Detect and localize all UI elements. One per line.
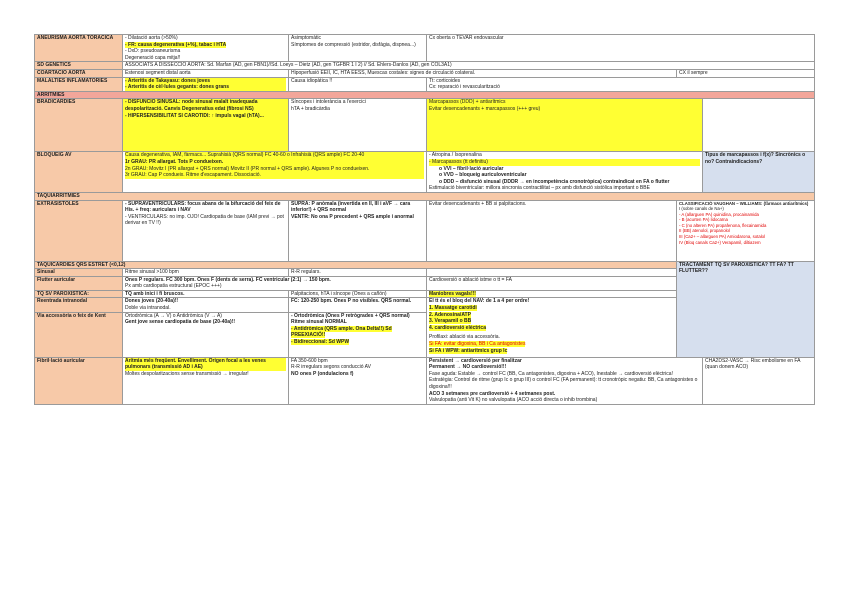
vw-item: I (sobre canals de Na+) [679,206,724,212]
cell-text: Hipoperfusió EEII, IC, HTA EESS, Muescas costales: signes de circulació colateral. [289,69,677,77]
cell-text: - Marcapassos (tt definitiu) [429,159,700,166]
cell-text: Persistent → cardioversió per finalitzar [429,357,522,364]
cell-text: Dones joves (20-40a)!! [125,298,179,305]
cell-text: Degeneració capa mitja!! [125,54,181,61]
cell-text: Moltes despolaritzacions sense transmissió → irregular! [125,370,249,377]
row-coartacio [35,69,815,77]
cell-text: Cx: reparació i revascularització [429,84,500,91]
cell-text: - FR: causa degenerativa (+%), tabac i HTA [125,41,227,48]
row-label: EXTRASÍSTOLES [35,200,123,261]
cell-text: Causa idiopàtica !! [289,77,427,91]
section-aritmies [35,91,815,99]
cell-text: Valvulopatia (anti Vit K) no valvulopatia (ACO acció directa o inhib trombina) [429,397,598,404]
cell-text: CHA2DS2-VASC → Risc embolisme en FA (quan donem ACO) [703,357,815,404]
cell-text: 2. Adenosina/ATP [429,311,471,318]
cell-text: Cardioversió o ablació istme o tt = FA [427,276,677,290]
row-label: Via accessòria o feix de Kent [35,312,123,357]
cell-text: Estimulació biventricular: millora sincronia contractilitat – px amb disfunció sistòlica important o BBE [429,185,650,192]
cell-text: FC: 120-250 bpm. Ones P no visibles. QRS normal. [289,298,427,312]
cell-text: ASSOCIATS A DISSECCIÓ AORTA: Sd. Marfan (AD, gen FBN1)//Sd. Loeys – Dietz (AD, gen TGFBR 1 I 2) // Sd. Ehlers-Danlos (AD, gen COL3A1) [123,62,815,70]
cell-text: Fase aguda: Estable → control FC (BB, Ca antagonistes, digoxina + ACO), Inestable → cardioversió elèctrica! [429,370,673,377]
cell-text: hTA + bradicàrdia [291,105,330,112]
cell-text: - Antidròmica (QRS ample. Ona Delta!!) Sd PREEXIACIÓ!! [291,325,392,339]
row-label: COARTACIÓ AORTA [35,69,123,77]
cell-text: 3. Verapamil o BB [429,318,472,325]
cell-text: - Bidireccional: Sd WPW [291,339,350,346]
row-label: BRADICÀRDIES [35,99,123,152]
notes-page [34,34,814,405]
cell-text: Arítmia més freqüent. Envelliment. Origen focal a les venes pulmonars (transmissió AD i AE) [125,358,286,371]
cell-text: Ortodròmica (A → V) o Antidròmica (V → A) [125,312,222,319]
cell-text: - Arteritis de Takayasu: dones joves [125,78,286,85]
cell-text: Causa degenerativa, IAM, fàrmacs... Suprahisià (QRS normal) FC 40-60 o Infrahisià (QRS ample) FC 20-40 [125,152,424,159]
row-label: Reentrada intranodal [35,298,123,312]
cell-text: Estenosi segment distal aorta [123,69,289,77]
notes-table [34,34,815,405]
cell-text: Palpitacions, hTA i síncope (Ones a cañón) [289,290,427,298]
cell-text: Ones P regulars. FC 300 bpm. Ones F (dents de serra). FC ventricular (2:1) → 150 bpm. [125,276,331,283]
cell-text: - Ortodròmica (Ones P retrògrades + QRS normal) Ritme sinusal NORMAL [291,312,410,326]
cell-text: Asimptomàtic [291,35,322,41]
cell-text: R-R regulars. [289,269,427,277]
cell-text: - HIPERSENSIBILITAT SI CAROTIDI: ↑ impuls vagal (hTA)... [125,112,264,119]
row-label: TQ SV PAROXÍSTICA: [35,290,123,298]
cell-text: Px amb cardiopatia estructural (EPOC +++) [125,283,222,290]
row-label: Fibril·lació auricular [35,357,123,404]
vw-item: IV (Bloq canals Ca2+) Verapamil, diltiazem [679,239,761,245]
cell-text: o VVD – bloqueig auriculoventricular [439,172,527,179]
cell-text: 3r GRAU: Cap P condueix. Ritme d'escapament. Dissociació. [125,172,424,179]
cell-text: Permanent → NO cardioversió!!! [429,364,507,371]
section-taqui-qrs [35,261,815,269]
cell-text: Marcapassos (DDD) + antiarítmics [429,99,506,106]
cell-text: Doble via intranodal. [125,305,171,312]
section-title: ARRITMIES [35,91,815,99]
row-label: Sinusal [35,269,123,277]
cell-text: FA 350-600 bpm [291,357,328,364]
cell-text: - Atropina / Isoprenalina [429,152,482,159]
row-label: BLOQUEIG AV [35,152,123,193]
cell-text: 1r GRAU: PR allargat. Tots P condueixen. [125,159,424,166]
row-extrasistoles [35,200,815,261]
cell-text: 2n GRAU: Movitz I (PR allargat + QRS normal) Movitz II (PR normal + QRS ample). Algunes P no condueixen. [125,166,424,173]
cell-text: Maniobres vagals!!! [429,290,476,297]
section-title: TAQUICÀRDIES QRS ESTRET (<0,12) [35,261,677,269]
section-title: TAQUIARRITMIES [35,192,815,200]
cell-text: R-R irregulars segons conducció AV [291,364,371,371]
cell-text: El tt és el bloq del NAV: de 1 a 4 per ordre! [429,298,530,305]
cell-text: - DxD: pseudoaneurisma [125,48,181,55]
cell-text: - Dilatació aorta (>50%) [125,35,178,41]
cell-text: - Arteritis de cèl·lules gegants: dones grans [125,84,286,91]
cell-text: TQ amb inici i fi bruscos. [123,290,289,298]
cell-text: Evitar desencadenants + marcapassos (+++ greu) [429,105,541,112]
cell-text: 4. cardioversió elèctrica [429,324,486,331]
row-label: ANEURISMA AORTA TORÀCICA [35,35,123,62]
cell-text: - DISFUNCIÓ SINUSAL: node sinusal malalt inadequada despolarització. Canvis Degeneratius edat (fibrosi NS) [125,99,258,112]
cell-text: - SUPRAVENTRICULARS: focus abans de la bifurcació del feix de His. + freq: auriculars i NAV [125,200,281,214]
row-aneurisma [35,35,815,62]
row-label: SD GENÈTICS [35,62,123,70]
cell-text: Si FA i WPW: antiarítmics grup Ic [429,347,508,354]
cell-text: CX il sempre [677,69,815,77]
cell-text: o DDD – disfunció sinusal (DDDR → en incompetència cronotròpica) contraindicat en FA o flutter [439,178,670,185]
row-label: Flutter auricular [35,276,123,290]
cell-text: 1. Massatge carotidi [429,305,477,312]
vw-item: - A (allarguen PA) quinidina, procainamida [679,211,759,217]
cell-text: Síncopes i intolerància a l'exercici [291,99,366,106]
vw-item: III (Ca2+ – allarguen PA) Amiodarona, sotalol [679,234,766,240]
tractament-note: TRACTAMENT TQ SV PAROXÍSTICA? TT FA? TT FLUTTER?? [677,261,815,357]
section-taquiarritmies [35,192,815,200]
vw-item: - B (acurten PA) lidocaïna [679,217,728,223]
cell-text: Evitar desencadenants + BB si palpitacions. [427,200,677,261]
row-label: MALALTIES INFLAMATORIES [35,77,123,91]
row-bloqueig [35,152,815,193]
cell-text: Estratègia: Control de ritme (grup Ic o grup III) o control FC (FA permanent): tt cronotròpic negatiu: BB, Ca antagonistes o digoxina!!! [429,377,698,391]
row-bradicardies [35,99,815,152]
cell-text: Tipus de marcapassos i f(x)? Sincrònics o no? Contraindicacions? [705,152,806,165]
cell-text: Profilaxi: ablació via accessòria. [429,334,500,341]
row-sd-genetics [35,62,815,70]
cell-text: NO ones P (ondulacions f) [291,370,354,377]
vw-item: - C (no alteren PA) propafenona, flecainamida [679,222,767,228]
cell-text: - VENTRICULARS: no imp. OJO! Cardiopatia de base (IAM previ → pot derivar en TV !!) [125,213,284,227]
cell-text: Símptomes de compressió (estridor, disfàgia, dispnea...) [291,41,416,48]
cell-text: Cx oberta o TEVAR endovascular [427,35,815,62]
row-malalties [35,77,815,91]
cell-text: Ritme sinusal >100 bpm [123,269,289,277]
cell-text: ACO 3 setmanes pre cardioversió + 4 setmanes post. [429,390,556,397]
cell-text: Gent jove sense cardiopatia de base (20-40a)!! [125,319,236,326]
cell-text: Tt: corticoides [429,77,461,84]
row-fibrillacio [35,357,815,404]
vw-item: II (BB) atenolol, propanolol [679,228,730,234]
cell-text: CLASSIFICACIÓ VAUGHAN – WILLIAMS: (fàrmacs antiarítmics) [679,200,809,206]
cell-text: o VVI – fibril·lació auricular [439,165,504,172]
cell-text: VENTR: No ona P precedent + QRS ample i anormal [291,213,414,220]
cell-text: Si FA: evitar digoxina, BB i Ca antagonistes [429,341,526,348]
cell-text: SUPRA: P anòmala (invertida en II, III i aVF → cara inferior!) + QRS normal [291,200,411,214]
